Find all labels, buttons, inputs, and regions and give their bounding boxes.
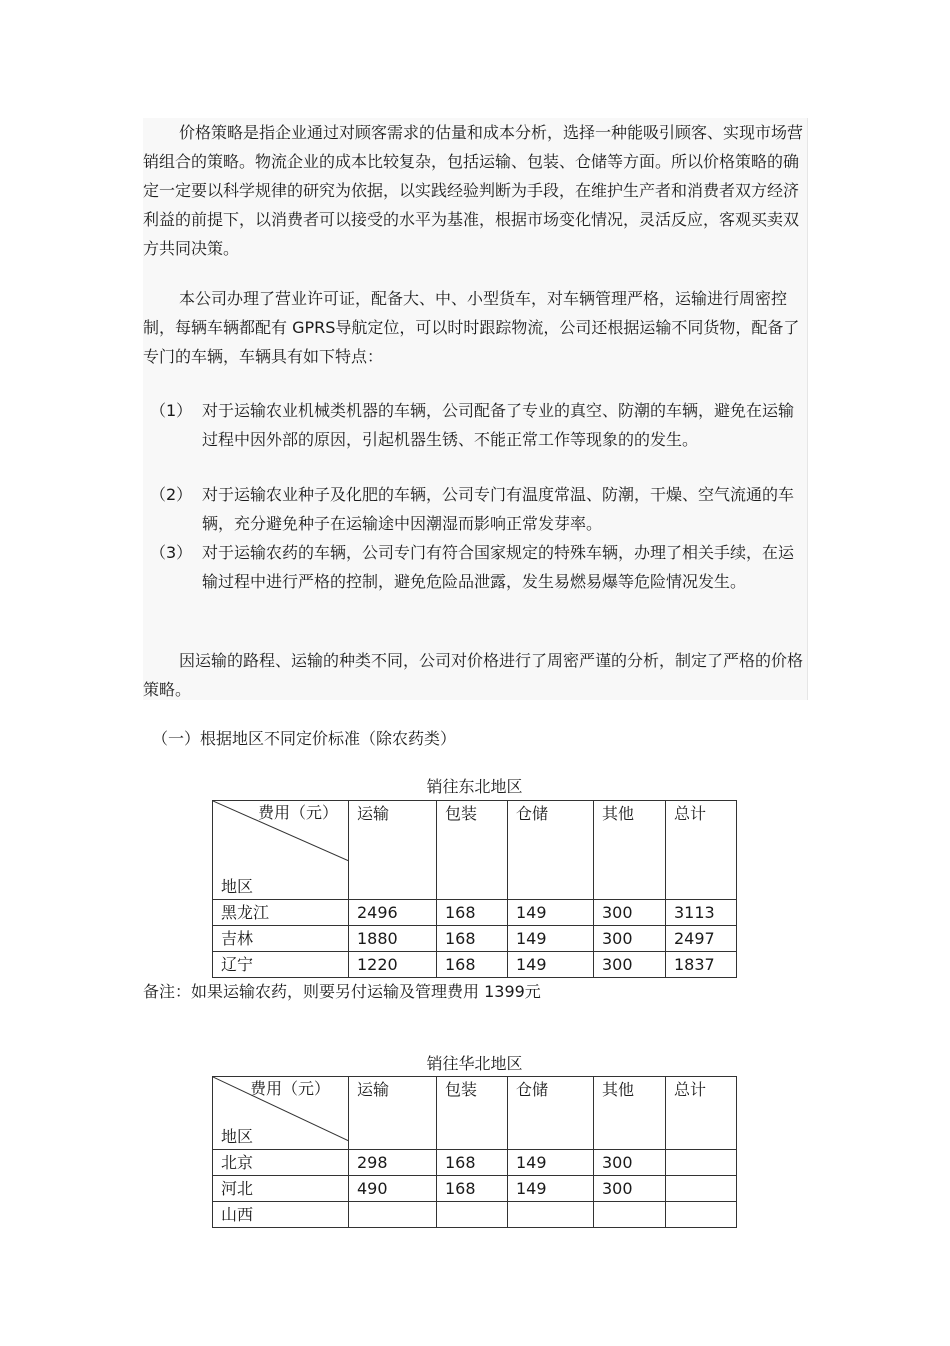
table-cell-region: 吉林 — [213, 926, 349, 952]
table-cell: 300 — [594, 952, 666, 978]
table-cell: 149 — [508, 900, 594, 926]
table-cell: 300 — [594, 900, 666, 926]
column-header: 包装 — [437, 801, 508, 900]
paragraph-price-analysis-text: 因运输的路程、运输的种类不同，公司对价格进行了周密严谨的分析，制定了严格的价格策略。 — [143, 651, 804, 699]
table-cell — [594, 1202, 666, 1228]
corner-region-label: 地区 — [221, 1127, 254, 1146]
table-north-china — [212, 1076, 737, 1228]
column-header: 仓储 — [508, 1077, 594, 1150]
column-header: 仓储 — [508, 801, 594, 900]
list-item-text: 对于运输农业种子及化肥的车辆，公司专门有温度常温、防潮，干燥、空气流通的车辆，充分避免种子在运输途中因潮湿而影响正常发芽率。 — [202, 485, 795, 533]
column-header: 包装 — [437, 1077, 508, 1150]
list-item-number: （1） — [150, 401, 193, 420]
table-header-row — [213, 1077, 737, 1150]
corner-fee-label: 费用（元） — [249, 1079, 330, 1098]
list-item-number: （3） — [150, 543, 193, 562]
table-cell — [666, 1150, 737, 1176]
table-row — [213, 952, 737, 978]
table-header-row — [213, 801, 737, 900]
table-cell-region: 黑龙江 — [213, 900, 349, 926]
table-corner-cell — [213, 801, 349, 900]
table-cell: 2496 — [349, 900, 437, 926]
table-cell — [437, 1202, 508, 1228]
table-north-china-title: 销往华北地区 — [426, 1054, 523, 1073]
column-header: 总计 — [666, 801, 737, 900]
table-cell — [508, 1202, 594, 1228]
table-cell: 300 — [594, 926, 666, 952]
table-cell: 3113 — [666, 900, 737, 926]
list-item-text: 对于运输农业机械类机器的车辆，公司配备了专业的真空、防潮的车辆，避免在运输过程中因外部的原因，引起机器生锈、不能正常工作等现象的的发生。 — [202, 401, 795, 449]
table-cell: 300 — [594, 1176, 666, 1202]
table-corner-cell — [213, 1077, 349, 1150]
table-cell-region: 北京 — [213, 1150, 349, 1176]
table-cell-region: 河北 — [213, 1176, 349, 1202]
column-header: 运输 — [349, 1077, 437, 1150]
table-cell: 300 — [594, 1150, 666, 1176]
table-cell: 149 — [508, 926, 594, 952]
list-item-number: （2） — [150, 485, 193, 504]
table-cell: 149 — [508, 952, 594, 978]
table-cell — [349, 1202, 437, 1228]
table-row — [213, 926, 737, 952]
paragraph-pricing-strategy — [143, 118, 807, 263]
paragraph-pricing-strategy-text: 价格策略是指企业通过对顾客需求的估量和成本分析，选择一种能吸引顾客、实现市场营销组合的策略。物流企业的成本比较复杂，包括运输、包装、仓储等方面。所以价格策略的确定一定要以科学规律的研究为依据，以实践经验判断为手段，在维护生产者和消费者双方经济利益的前提下，以消费者可以接受的水平为基准，根据市场变化情况，灵活反应，客观买卖双方共同决策。 — [143, 123, 804, 258]
table-row — [213, 1176, 737, 1202]
column-header: 运输 — [349, 801, 437, 900]
table-row — [213, 1150, 737, 1176]
column-header: 其他 — [594, 1077, 666, 1150]
table-cell-region: 山西 — [213, 1202, 349, 1228]
table-northeast-title: 销往东北地区 — [426, 777, 523, 796]
table-cell: 168 — [437, 952, 508, 978]
table-row — [213, 1202, 737, 1228]
table-cell: 168 — [437, 1150, 508, 1176]
table-cell: 298 — [349, 1150, 437, 1176]
paragraph-company-vehicles-text: 本公司办理了营业许可证，配备大、中、小型货车，对车辆管理严格，运输进行周密控制，每辆车辆都配有 GPRS导航定位，可以时时跟踪物流，公司还根据运输不同货物，配备了专门的车辆，车辆具有如下特点： — [143, 289, 800, 366]
paragraph-company-vehicles — [143, 284, 807, 371]
corner-fee-label: 费用（元） — [257, 803, 338, 822]
table-cell: 490 — [349, 1176, 437, 1202]
table-cell: 1880 — [349, 926, 437, 952]
section-heading: （一）根据地区不同定价标准（除农药类） — [152, 729, 457, 748]
table-cell: 149 — [508, 1150, 594, 1176]
table-cell: 149 — [508, 1176, 594, 1202]
list-item-text: 对于运输农药的车辆，公司专门有符合国家规定的特殊车辆，办理了相关手续，在运输过程中进行严格的控制，避免危险品泄露，发生易燃易爆等危险情况发生。 — [202, 543, 795, 591]
table-cell: 168 — [437, 926, 508, 952]
paragraph-price-analysis — [143, 646, 807, 704]
table-cell: 168 — [437, 900, 508, 926]
table-note: 备注：如果运输农药，则要另付运输及管理费用 1399元 — [143, 982, 541, 1001]
corner-region-label: 地区 — [221, 877, 254, 896]
table-cell-region: 辽宁 — [213, 952, 349, 978]
column-header: 其他 — [594, 801, 666, 900]
table-northeast — [212, 800, 737, 978]
column-header: 总计 — [666, 1077, 737, 1150]
table-cell: 168 — [437, 1176, 508, 1202]
table-cell: 2497 — [666, 926, 737, 952]
table-cell: 1220 — [349, 952, 437, 978]
table-cell: 1837 — [666, 952, 737, 978]
table-row — [213, 900, 737, 926]
table-cell — [666, 1176, 737, 1202]
table-cell — [666, 1202, 737, 1228]
